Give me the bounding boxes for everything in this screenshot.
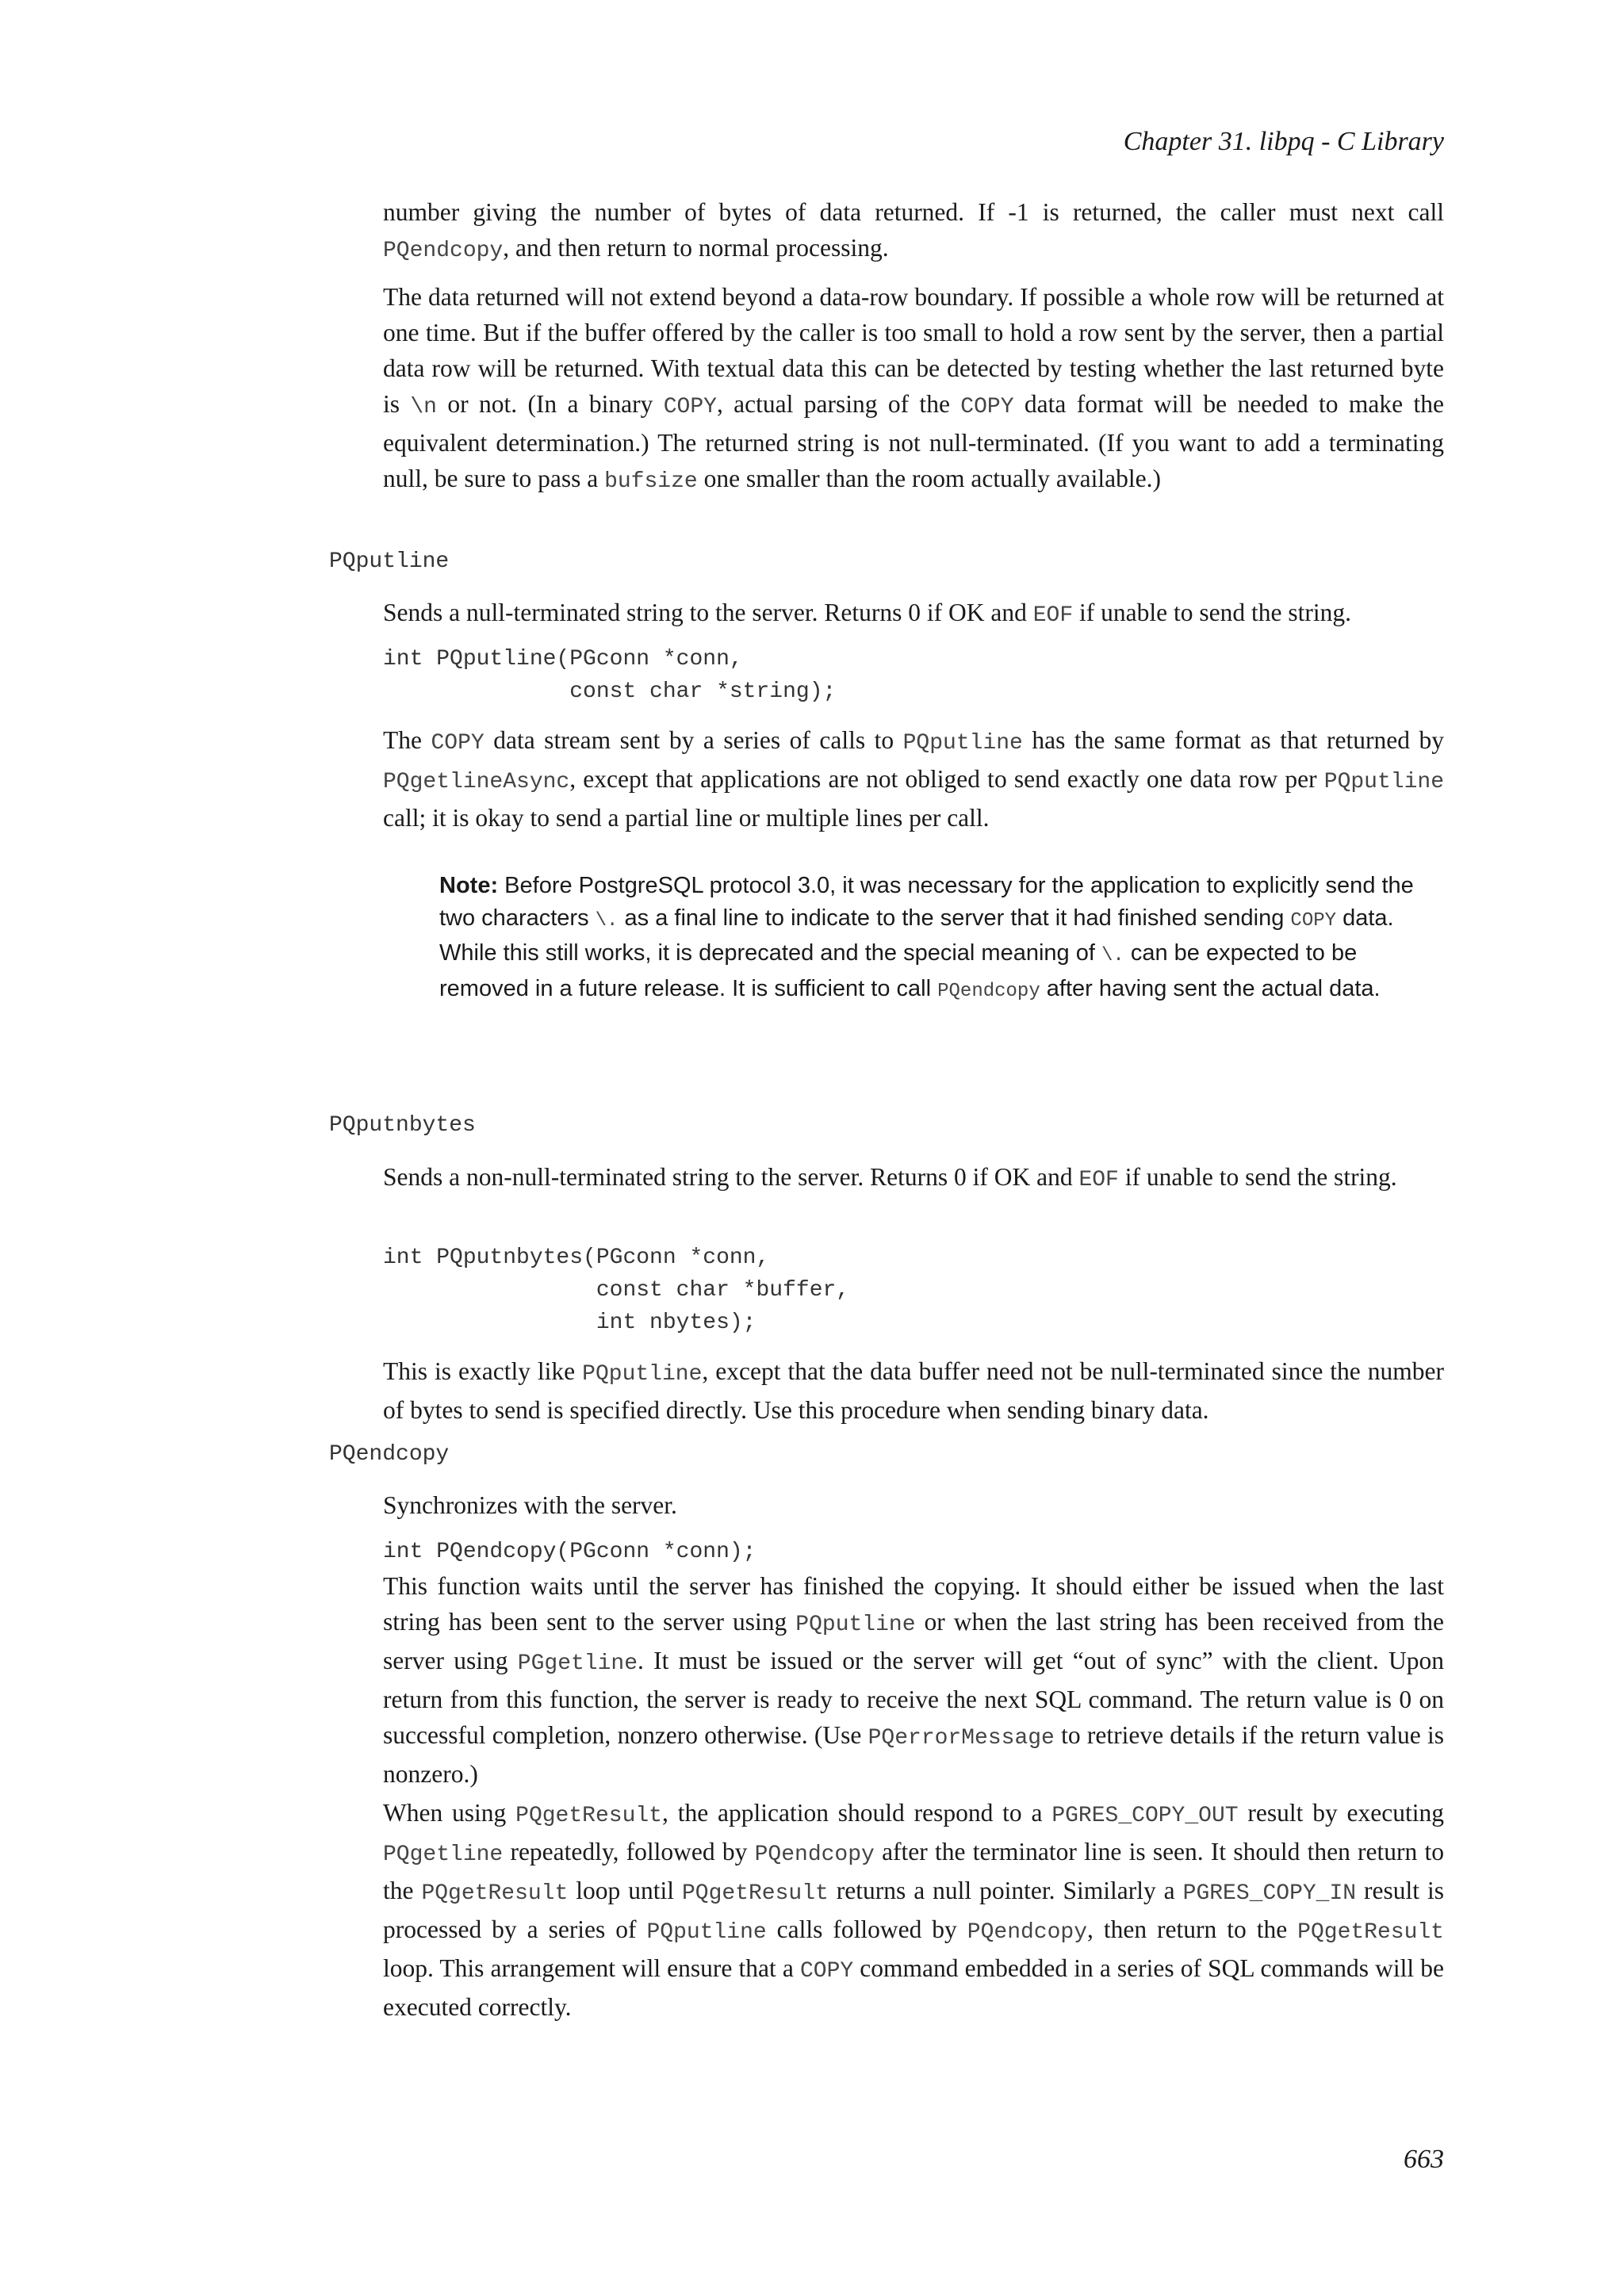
code-term: PQendcopy [937,980,1040,1002]
text-run: data. While this still works, it is deprecated and the special meaning of [439,905,1394,966]
code-term: PGRES_COPY_IN [1182,1881,1357,1906]
code-line: int PQputline(PGconn *conn, [383,647,743,672]
text-run: Sends a null-terminated string to the server. Returns 0 if OK and [383,599,1033,626]
code-term: COPY [799,1959,854,1984]
text-run: as a final line to indicate to the server that it had finished sending [618,905,1291,931]
text-run: , actual parsing of the [716,390,961,418]
text-run: . It must be issued or the server will get “out of sync” with the client. Upon return from this function, the server is ready to receive the next SQL command. The return value is 0 on successful completion, nonzero otherwise. (Use [383,1647,1444,1749]
pqendcopy-usage-paragraph [383,1795,1444,2025]
text-run: command embedded in a series of SQL commands will be executed correctly. [383,1954,1444,2021]
pqendcopy-description: Synchronizes with the server. [383,1491,677,1519]
code-line: const char *string); [383,679,837,704]
code-line: int nbytes); [383,1311,756,1335]
code-term: PQendcopy [754,1843,875,1867]
code-term: \. [595,909,619,932]
text-run: The data returned will not extend beyond a data-row boundary. If possible a whole row will be returned at one time. But if the buffer offered by the caller is too small to hold a row sent by the server, then a partial data row will be returned. With textual data this can be detected by testing whether the last returned byte is [383,283,1444,418]
pqendcopy-paragraph [383,1568,1444,1792]
code-term: PQputline [582,1362,703,1387]
code-term: \. [1101,945,1124,966]
chapter-header: Chapter 31. libpq - C Library [1123,127,1444,156]
text-run: returns a null pointer. Similarly a [828,1877,1183,1904]
code-term: EOF [1078,1168,1119,1192]
code-line: int PQputnbytes(PGconn *conn, [383,1246,770,1270]
text-run: or not. (In a binary [436,390,664,418]
text-run: to retrieve details if the return value is nonzero.) [383,1721,1444,1788]
text-run: This function waits until the server has finished the copying. It should either be issued when the last string has been sent to the server using [383,1572,1444,1636]
text-run: if unable to send the string. [1073,599,1351,626]
term-pqendcopy: PQendcopy [329,1442,450,1467]
code-term: COPY [663,395,717,419]
text-run: if unable to send the string. [1118,1163,1397,1191]
code-term: PQgetResult [421,1881,569,1906]
text-run: , except that applications are not obliged to send exactly one data row per [569,765,1324,793]
pqendcopy-code [383,1536,756,1568]
note-label: Note: [439,873,499,898]
text-run: data stream sent by a series of calls to [484,726,903,754]
term-pqputline: PQputline [329,549,450,574]
code-term: PQerrorMessage [868,1726,1055,1751]
code-term: PQputline [795,1613,916,1637]
code-term: PGRES_COPY_OUT [1051,1804,1239,1828]
text-run: This is exactly like [383,1357,583,1385]
text-run: one smaller than the room actually available.) [697,465,1161,492]
text-run: , then return to the [1087,1915,1298,1943]
text-run: after having sent the actual data. [1040,975,1381,1001]
text-run: call; it is okay to send a partial line or multiple lines per call. [383,804,990,832]
text-run: , and then return to normal processing. [503,234,889,262]
text-run: , the application should respond to a [661,1799,1052,1827]
code-term: PQgetlineAsync [383,770,570,794]
code-term: PQputline [1323,770,1444,794]
code-term: PQgetResult [1297,1920,1444,1945]
page-number: 663 [1404,2145,1444,2174]
text-run: result is processed by a series of [383,1877,1445,1943]
pqputnbytes-description [383,1159,1444,1198]
text-run: data format will be needed to make the equivalent determination.) The returned string is not null-terminated. (If you want to add a terminating null, be sure to pass a [383,390,1444,492]
text-run: has the same format as that returned by [1022,726,1444,754]
continuation-paragraph-1 [383,194,1444,269]
text-run: loop. This arrangement will ensure that a [383,1954,800,1982]
text-run: Before PostgreSQL protocol 3.0, it was necessary for the application to explicitly send the two characters [439,873,1414,931]
pqputnbytes-code [383,1242,849,1339]
code-term: PQgetResult [515,1804,662,1828]
text-run: number giving the number of bytes of data returned. If -1 is returned, the caller must next call [383,198,1444,226]
code-term: PQendcopy [967,1920,1088,1945]
text-run: result by executing [1238,1799,1444,1827]
text-run: can be expected to be removed in a future release. It is sufficient to call [439,940,1358,1001]
code-term: COPY [1290,909,1337,932]
text-run: , except that the data buffer need not be null-terminated since the number of bytes to send is specified directly. Use this procedure when sending binary data. [383,1357,1444,1424]
code-term: PQgetResult [681,1881,829,1906]
code-term: PQendcopy [383,239,504,263]
text-run: after the terminator line is seen. It should then return to the [383,1838,1444,1904]
code-term: COPY [960,395,1014,419]
code-term: PQputline [902,731,1023,756]
text-run: or when the last string has been received from the server using [383,1608,1445,1674]
text-run: repeatedly, followed by [503,1838,755,1866]
deprecation-note [439,870,1444,1008]
code-term: \n [410,395,437,419]
code-line: int PQendcopy(PGconn *conn); [383,1540,756,1564]
code-line: const char *buffer, [383,1278,850,1303]
code-term: PQputline [646,1920,767,1945]
pqputline-code [383,643,836,708]
pqputline-description [383,595,1444,633]
text-run: The [383,726,431,754]
text-run: loop until [568,1877,682,1904]
code-term: COPY [431,731,485,756]
pqputnbytes-paragraph [383,1353,1444,1428]
code-term: PQgetline [383,1843,504,1867]
term-pqputnbytes: PQputnbytes [329,1113,476,1138]
text-run: When using [383,1799,516,1827]
text-run: calls followed by [766,1915,967,1943]
pqputline-paragraph [383,722,1444,836]
continuation-paragraph-2 [383,279,1444,499]
code-term: EOF [1032,603,1074,628]
code-term: PGgetline [517,1651,638,1676]
code-term: bufsize [604,469,698,494]
text-run: Sends a non-null-terminated string to the server. Returns 0 if OK and [383,1163,1079,1191]
